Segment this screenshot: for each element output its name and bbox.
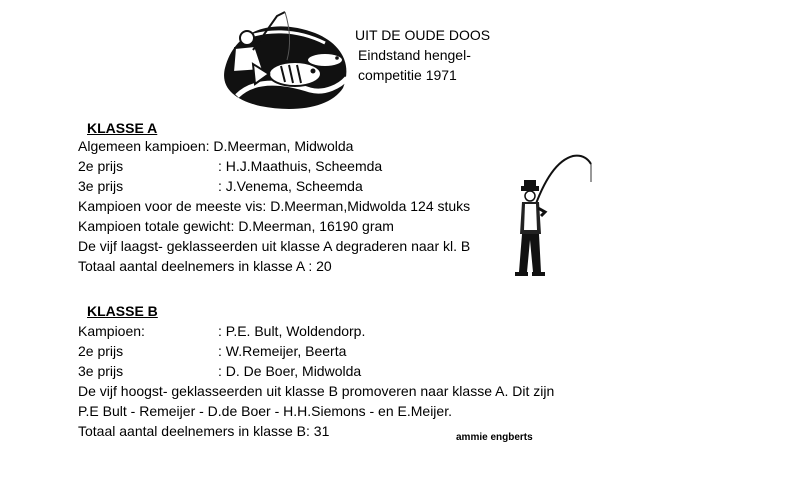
author-credit: ammie engberts xyxy=(456,432,533,443)
fisherman-logo-icon xyxy=(215,8,355,116)
list-item xyxy=(78,156,470,176)
row-value: : J.Venema, Scheemda xyxy=(218,178,363,194)
list-item xyxy=(78,136,470,156)
list-item: De vijf hoogst- geklasseerden uit klasse B promoveren naar klasse A. Dit zijn xyxy=(78,383,555,399)
angler-icon xyxy=(505,152,595,282)
list-item: De vijf laagst- geklasseerden uit klasse A degraderen naar kl. B xyxy=(78,238,471,254)
list-item xyxy=(78,176,470,196)
list-item: Totaal aantal deelnemers in klasse A : 20 xyxy=(78,258,332,274)
header-title-line: competitie 1971 xyxy=(358,67,457,83)
row-label: 3e prijs xyxy=(78,363,124,379)
row-label: 2e prijs xyxy=(78,158,124,174)
list-item: P.E Bult - Remeijer - D.de Boer - H.H.Siemons - en E.Meijer. xyxy=(78,403,452,419)
klasse-b-section xyxy=(78,321,554,441)
header-title-line: UIT DE OUDE DOOS xyxy=(355,27,491,43)
header-title xyxy=(355,27,490,83)
row-label: 3e prijs xyxy=(78,178,124,194)
list-item: Kampioen totale gewicht: D.Meerman, 16190 gram xyxy=(78,218,394,234)
row-value: : H.J.Maathuis, Scheemda xyxy=(218,158,383,174)
row-value: D.Meerman, Midwolda xyxy=(209,138,354,154)
klasse-a-heading: KLASSE A xyxy=(87,120,158,136)
row-value: : W.Remeijer, Beerta xyxy=(218,343,347,359)
row-label: Kampioen: xyxy=(78,323,145,339)
list-item xyxy=(78,361,554,381)
list-item: Kampioen voor de meeste vis: D.Meerman,Midwolda 124 stuks xyxy=(78,198,471,214)
list-item: Totaal aantal deelnemers in klasse B: 31 xyxy=(78,423,330,439)
list-item xyxy=(78,341,554,361)
row-value: : P.E. Bult, Woldendorp. xyxy=(218,323,366,339)
list-item xyxy=(78,321,554,341)
row-value: : D. De Boer, Midwolda xyxy=(218,363,362,379)
row-label: Algemeen kampioen: xyxy=(78,138,210,154)
klasse-b-heading: KLASSE B xyxy=(87,303,158,319)
klasse-a-section xyxy=(78,136,470,276)
row-label: 2e prijs xyxy=(78,343,124,359)
header-title-line: Eindstand hengel- xyxy=(358,47,471,63)
